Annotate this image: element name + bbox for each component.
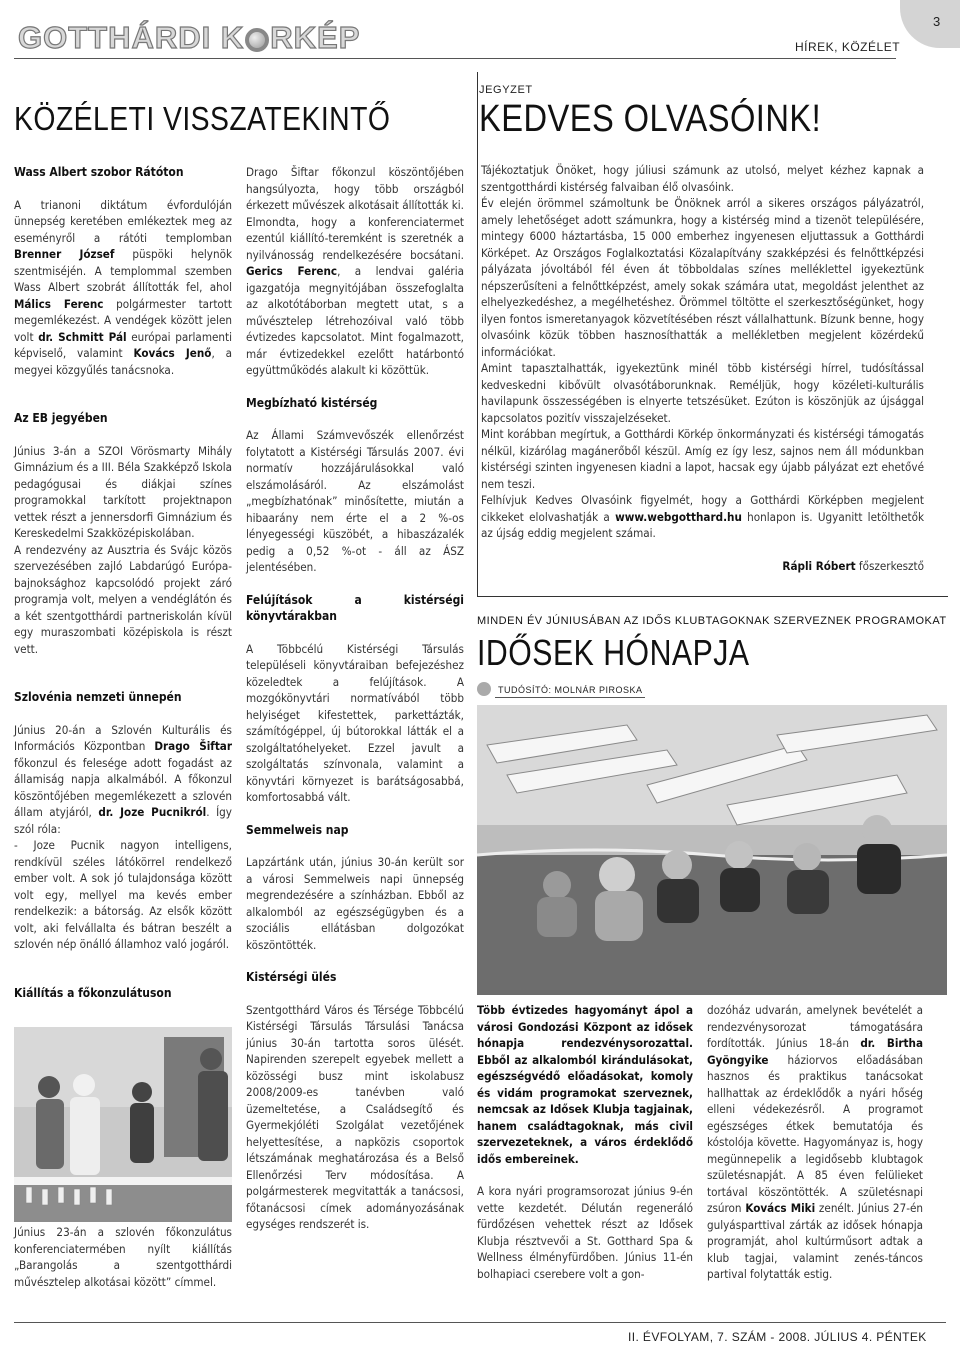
exhibition-caption: Június 23-án a szlovén főkonzulátus konferenciatermében nyílt kiállítás „Barangolás a szentgotthárdi művésztelep alkotásai között” címmel.: [14, 1225, 232, 1289]
pool-photo: [477, 705, 947, 995]
article-siftar: [246, 164, 464, 379]
page-number-tab: [900, 0, 960, 48]
idosek-p2: [707, 1002, 923, 1283]
reporter-rule: [495, 697, 645, 698]
article-wass: [14, 197, 232, 379]
footer-rule: [14, 1322, 946, 1323]
idosek-title: IDŐSEK HÓNAPJA: [477, 632, 750, 673]
logo-text-part2: RKÉP: [270, 20, 361, 55]
wass-text-3: polgármester tartott megemlékezést. A vendégek között jelen volt: [14, 296, 232, 344]
idosek-musician-name: Kovács Miki: [745, 1201, 816, 1215]
heading-eb: Az EB jegyében: [14, 411, 108, 425]
masthead-rule: [14, 58, 896, 59]
heading-kisterseg-ules: Kistérségi ülés: [246, 970, 337, 984]
idosek-c2-text-3: zenélt. Június 27-én gulyásparttival zárták az idősek hónapja programját, ahol kultúrműsort adtak a klub tagjai, valamint zenés-táncos partival folytatták estig.: [707, 1201, 924, 1281]
wass-name-4: Kovács Jenő: [133, 346, 212, 360]
editorial-signature: [481, 558, 924, 575]
editorial-p5: [481, 492, 924, 542]
editorial-body: [481, 162, 924, 574]
page-title: KÖZÉLETI VISSZATEKINTŐ: [14, 100, 391, 137]
page-number: 3: [933, 14, 941, 29]
masthead-logo: [18, 18, 360, 58]
editorial-p3: Amint tapasztalhatták, igyekeztünk minél több kistérségi hírrel, tudósítással kedveskedni kibővült olvasótáborunknak. Reméljük, hogy közéleti-kulturális havilapunk összességében is elnyerte tetszésüket. Ezúton is köszönjük az újsággal kapcsolatos pozitív visszajelzéseket.: [481, 361, 924, 425]
pool-photo-art: [477, 705, 947, 995]
editorial-p4: Mint korábban megírtuk, a Gotthárdi Körkép önkormányzati és kistérségi támogatás nélkül, kizárólag magánerőből készül. Amíg ez így lesz, sajnos nem áll módunkban kistérségi szinten ingyenesen kiadni a lapot, hacsak egy újabb pályázat ezt ehetővé nem teszi.: [481, 427, 924, 491]
szlov-name-2: dr. Joze Pucnikról: [98, 805, 207, 819]
logo-ring-icon: [245, 28, 269, 52]
wass-text-4: európai parlamenti képviselő, valamint: [14, 329, 233, 360]
heading-semmelweis: Semmelweis nap: [246, 822, 349, 837]
editorial-p1: Tájékoztatjuk Önöket, hogy júliusi számunk az utolsó, melyet kézhez kapnak a szentgotthárdi kistérség falvaiban élő olvasóink.: [481, 163, 924, 194]
editorial-p2: Év elején örömmel számoltunk be Önöknek arról a sikeres országos pályázatról, amely lehetőséget adott számunkra, hogy a kistérség mind a tizenöt településére, mintegy 6000 háztartásba, 15 000 emberhez ingyenesen eljuttassuk a Gotthárdi Körképet. Az Országos Foglalkoztatási Közalapítvány szakképzési és felnőttképzési pályázata jóvoltából fél éven át többoldalas színes melléklettel igyekeztünk népszerűsíteni a felnőttképzést, amely sokak számára utat, megoldást jelenthet az elhelyezkedéshez, a megélhetéshez. Örömmel töltötte el szerkesztőségünket, hogy ilyen fontos ismeretanyagok közvetítésében részt vállalhattunk. Bízunk benne, hogy olvasóink közük többen hasznosíthatták a mellékletben megjelent közérdekű információkat.: [481, 196, 924, 359]
article-megbizhato: Az Állami Számvevőszék ellenőrzést folytatott a Kistérségi Társulás 2007. évi normatív hozzájárulásokkal való elszámolásáról. Az elszámolást „megbízhatónak” minősítette, miután a hibaarány nem érte el a 2 %-os lényegességi küszöbét, a hibaszázalék pedig a 0,52 %-ot - áll az ÁSZ jelentésében.: [246, 428, 464, 574]
szlov-text-1: Június 20-án a Szlovén Kulturális és Információs Központban: [14, 722, 232, 753]
wass-name-1: Brenner József: [14, 247, 115, 261]
siftar-text-2: , a lendvai galéria igazgatója megnyitójában összefoglalta az alkotótáborban megtett utat, s a művésztelep létrehozóival való több évtizedes kapcsolatot. Mint fogalmazott, már évtizedekkel ezelőtt határbontó együttműködés alakult ki közöttük.: [246, 264, 464, 377]
article-szlovenia-p2: - Joze Pucnik nagyon intelligens, rendkívül széles látókörrel rendelkező ember volt. A sok jó tulajdonsága között volt egy, mellyel ma kevés ember rendelkezik: a bátorság. Az elsők között volt, aki felvállalta és bátran beszélt a szlovén nép önálló államhoz való jogáról.: [14, 838, 232, 951]
idosek-c2-text-2: háziorvos előadásában hasznos és praktikus tanácsokat hallhattak az érdeklődők a nyári hőség elleni védekezésről. A programot egészséges étkek bemutatója és kóstolója követte. Hagyományaz is, hogy megünnepelik a legidősebb klubtagok születésnapját. A 85 éven felülieket tortával köszöntötték. A születésnapi zsúron: [707, 1052, 923, 1215]
reporter-bullet-icon: [477, 682, 491, 696]
editorial-kicker: JEGYZET: [479, 84, 533, 96]
exhibition-photo: [14, 1027, 232, 1222]
idosek-c2-text-1: dozóház udvarán, amelynek bevételét a rendezvénysorozat támogatására fordították. Június 18-án: [707, 1003, 923, 1050]
article-eb-p2: A rendezvény az Ausztria és Svájc közös szervezésében zajló Labdarúgó Európa-bajnoksághoz kapcsolódó projekt záró programja volt, melyen a vendéglátón és a két szentgotthárdi partneriskolán kívül egy muraszombati középiskola is részt vett.: [14, 542, 232, 656]
exhibition-photo-art: [14, 1027, 232, 1222]
wass-text-2: püspöki helynök szentmiséjén. A templommal szemben Wass Albert szobrát állították fel, ahol: [14, 247, 232, 294]
heading-szlovenia: Szlovénia nemzeti ünnepén: [14, 690, 182, 704]
signature-role: főszerkesztő: [855, 558, 924, 573]
idosek-kicker: MINDEN ÉV JÚNIUSÁBAN AZ IDŐS KLUBTAGOKNAK SZERVEZNEK PROGRAMOKAT: [477, 615, 947, 627]
left-column: [14, 164, 232, 1001]
siftar-text-1: főkonzul köszöntőjében hangsúlyozta, hogy több országból érkezett művészek alkotásait állították ki. Elmondta, hogy a konferenciatermet ezentúl kiállító-teremként is szeretnék a nyilvánosság rendelkezésére bocsátani.: [246, 165, 464, 262]
article-kisterseg-ules: Szentgotthárd Város és Térsége Többcélú Kistérségi Társulás Társulási Tanácsa június 30-án tartotta soros ülését. Napirenden szerepelt egyebek mellett a közösségi busz mint iskolabusz 2008/2009-es tanévben való üzemeltetése, a Családsegítő és Gyermekjóléti Szolgálat vezetőjének helyettesítése, a napközis csoportok létszámának meghatározása és a Belső Ellenőrzési Terv módosítása. A polgármesterek megvitatták a tanácsosi, főtanácsosi címek adományozásának egységes rendszerét is.: [246, 1002, 464, 1231]
article-felujitas: A Többcélú Kistérségi Társulás településeli könyvtáraiban befejezéshez közeledtek a felújítások. A mozgókönyvtári normatívából több helyiséget kifestettek, parkettázták, számítógéppel, új bútorokkal látták el a szolgáltatóhelyeket. Ezzel javult a szolgáltatás színvonala, valamint a könyvtári környezet is barátságosabbá, komfortosabbá vált.: [246, 641, 464, 804]
editorial-p5-text: Felhívjuk Kedves Olvasóink figyelmét, hogy a Gotthárdi Körképben megjelent cikkeket elolvashatják a: [481, 493, 924, 524]
idosek-column-2: [707, 1002, 923, 1283]
middle-column: [246, 164, 464, 1233]
website-link[interactable]: www.webgotthard.hu: [615, 509, 742, 524]
idosek-lead: Több évtizedes hagyományt ápol a városi Gondozási Központ az idősek hónapja rendezvénysorozattal. Ebből az alkalomból kirándulásokat, egészségvédő előadásokat, komoly és vidám programokat szerveznek, nemcsak az Idősek Klubja tagjainak, hanem családtagoknak, más civil szervezeteknek, a város érdeklődő idős embereinek.: [477, 1003, 693, 1166]
idosek-column-1: [477, 1002, 693, 1282]
article-semmelweis: Lapzártánk után, június 30-án került sor a városi Semmelweis napi ünnepség megrendezésére a színházban. Ebből az alkalomból az egészségügyben és a szociális ellátásban dolgozókat köszöntötték.: [246, 855, 464, 952]
idosek-p1: A kora nyári programsorozat június 9-én vette kezdetét. Délután regeneráló fürdőzésen vehettek részt az Idősek Klubja résztvevői a St. Gotthard Spa & Wellness élményfürdőben. Június 11-én bolhapiaci cserebere volt a gon-: [477, 1184, 693, 1281]
logo-text-part1: GOTTHÁRDI K: [18, 20, 245, 55]
heading-wass: Wass Albert szobor Rátóton: [14, 165, 184, 179]
heading-kiallitas: Kiállítás a főkonzulátuson: [14, 985, 172, 1000]
article-szlovenia-p1: [14, 722, 232, 838]
gerics-name: Gerics Ferenc: [246, 264, 338, 278]
wass-text-1: A trianoni diktátum évfordulóján ünnepség keretében emlékeztek meg az eseményről a rátóti templomban: [14, 197, 232, 245]
szlov-text-2: főkonzul és felesége adott fogadást az államiság napja alkalmából. A főkonzul köszöntőjében megemlékezett a szlovén állam atyjáról,: [14, 755, 232, 819]
section-label: HÍREK, KÖZÉLET: [795, 40, 901, 54]
wass-name-2: Málics Ferenc: [14, 296, 104, 311]
editorial-title: KEDVES OLVASÓINK!: [479, 98, 822, 140]
wass-text-5: , a megyei közgyűlés tanácsnoka.: [14, 346, 233, 377]
reporter-line: TUDÓSÍTÓ: MOLNÁR PIROSKA: [498, 685, 643, 695]
heading-megbizhato: Megbízható kistérség: [246, 395, 378, 410]
heading-felujitas: Felújítások a kistérségi könyvtárakban: [246, 592, 464, 623]
szlov-text-3: . Így szól róla:: [14, 805, 232, 836]
editorial-p5-end: honlapon is. Ugyanitt letölthetők az újság eddig megjelent számai.: [481, 509, 924, 540]
szlov-name-1: Drago Šiftar: [154, 739, 232, 753]
footer-issue: II. ÉVFOLYAM, 7. SZÁM - 2008. JÚLIUS 4. PÉNTEK: [628, 1330, 927, 1344]
idosek-doctor-name: dr. Birtha Gyöngyike: [707, 1036, 923, 1067]
signature-name: Rápli Róbert: [782, 558, 856, 573]
siftar-name: Drago Šiftar: [246, 165, 319, 179]
article-eb-p1: Június 3-án a SZOI Vörösmarty Mihály Gimnázium és a III. Béla Szakképző Iskola pedagógusai és diákjai színes programokkal tarkított projektnapon vettek részt a jennersdorfi Gimnázium és Kereskedelmi Szakközépiskolában.: [14, 443, 232, 540]
wass-name-3: dr. Schmitt Pál: [38, 329, 127, 344]
